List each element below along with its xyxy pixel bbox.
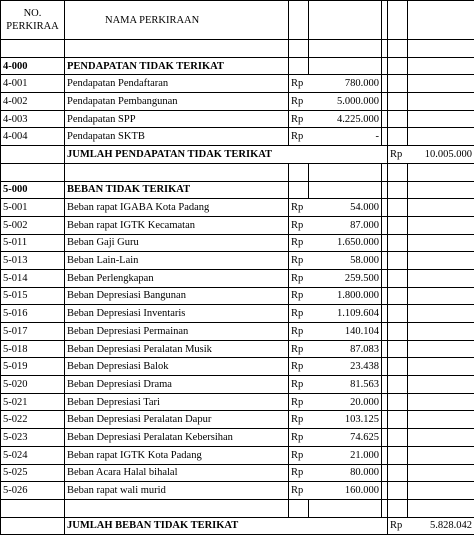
blank-cell [408,252,474,270]
blank-cell [408,163,474,181]
blank-cell [65,499,289,517]
blank-cell [388,181,408,199]
blank-cell [388,234,408,252]
blank-cell [309,499,382,517]
header-blank-4 [388,1,408,40]
currency-label: Rp [289,376,309,394]
account-code: 5-019 [1,358,65,376]
blank-cell [289,40,309,58]
blank-cell [408,93,474,111]
account-name: Beban Depresiasi Inventaris [65,305,289,323]
header-no-line2: PERKIRAA [6,21,59,32]
total-label: JUMLAH BEBAN TIDAK TERIKAT [65,517,388,535]
account-name: Beban Depresiasi Permainan [65,323,289,341]
account-code: 5-016 [1,305,65,323]
blank-cell [408,499,474,517]
account-code: 5-002 [1,216,65,234]
account-name: Pendapatan SPP [65,110,289,128]
account-amount: 5.000.000 [309,93,382,111]
header-blank-1 [289,1,309,40]
header-no-line1: NO. [24,8,42,19]
blank-cell [388,163,408,181]
section-title: BEBAN TIDAK TERIKAT [65,181,289,199]
currency-label: Rp [289,358,309,376]
account-name: Beban Depresiasi Balok [65,358,289,376]
header-nama: NAMA PERKIRAAN [65,1,289,40]
account-code: 5-015 [1,287,65,305]
currency-label: Rp [289,93,309,111]
blank-cell [388,252,408,270]
total-amount: 5.828.042 [408,517,474,535]
currency-label: Rp [289,411,309,429]
header-blank-2 [309,1,382,40]
currency-label: Rp [289,75,309,93]
blank-cell [65,163,289,181]
account-name: Beban Gaji Guru [65,234,289,252]
account-name: Beban Depresiasi Peralatan Dapur [65,411,289,429]
table-row [1,464,474,482]
blank-cell [388,482,408,500]
table-row [1,269,474,287]
blank-cell [408,323,474,341]
blank-cell [309,40,382,58]
table-row [1,287,474,305]
account-code: 5-014 [1,269,65,287]
currency-label: Rp [289,429,309,447]
total-row [1,146,474,164]
currency-label: Rp [289,287,309,305]
table-row [1,429,474,447]
header-no [1,1,65,40]
blank-cell [65,40,289,58]
account-amount: 1.800.000 [309,287,382,305]
account-code: 5-026 [1,482,65,500]
account-name: Beban Depresiasi Peralatan Kebersihan [65,429,289,447]
account-code: 5-024 [1,446,65,464]
blank-cell [309,57,382,75]
table-row [1,110,474,128]
table-row [1,305,474,323]
currency-label: Rp [289,216,309,234]
table-row [1,199,474,217]
blank-cell [408,376,474,394]
account-code: 5-018 [1,340,65,358]
account-name: Beban Depresiasi Bangunan [65,287,289,305]
section-header-row [1,181,474,199]
currency-label: Rp [289,323,309,341]
total-currency: Rp [388,517,408,535]
blank-cell [388,358,408,376]
table-row [1,482,474,500]
blank-cell [388,57,408,75]
blank-cell [388,128,408,146]
blank-cell [408,429,474,447]
account-name: Beban Perlengkapan [65,269,289,287]
currency-label: Rp [289,234,309,252]
blank-cell [388,499,408,517]
blank-cell [408,40,474,58]
currency-label: Rp [289,269,309,287]
blank-cell [388,429,408,447]
currency-label: Rp [289,446,309,464]
account-amount: 103.125 [309,411,382,429]
account-code: 4-003 [1,110,65,128]
account-amount: 780.000 [309,75,382,93]
blank-cell [388,340,408,358]
account-name: Beban Acara Halal bihalal [65,464,289,482]
account-code: 5-020 [1,376,65,394]
account-code: 5-011 [1,234,65,252]
account-amount: - [309,128,382,146]
account-code: 5-017 [1,323,65,341]
account-amount: 23.438 [309,358,382,376]
blank-cell [388,376,408,394]
blank-cell [408,393,474,411]
account-name: Beban Depresiasi Drama [65,376,289,394]
blank-cell [408,411,474,429]
blank-cell [388,323,408,341]
blank-cell [408,75,474,93]
section-title: PENDAPATAN TIDAK TERIKAT [65,57,289,75]
blank-cell [1,517,65,535]
blank-cell [408,482,474,500]
blank-cell [408,269,474,287]
total-row [1,517,474,535]
account-amount: 160.000 [309,482,382,500]
account-code: 4-004 [1,128,65,146]
account-name: Beban rapat IGABA Kota Padang [65,199,289,217]
account-name: Pendapatan SKTB [65,128,289,146]
blank-row [1,163,474,181]
total-currency: Rp [388,146,408,164]
account-amount: 1.650.000 [309,234,382,252]
blank-cell [408,358,474,376]
blank-cell [388,75,408,93]
blank-cell [388,93,408,111]
section-header-row [1,57,474,75]
account-amount: 20.000 [309,393,382,411]
header-row [1,1,474,40]
account-amount: 87.000 [309,216,382,234]
account-code: 5-021 [1,393,65,411]
blank-cell [388,269,408,287]
account-code: 5-013 [1,252,65,270]
currency-label: Rp [289,110,309,128]
blank-cell [408,340,474,358]
currency-label: Rp [289,305,309,323]
account-name: Beban rapat IGTK Kota Padang [65,446,289,464]
currency-label: Rp [289,252,309,270]
account-name: Beban rapat wali murid [65,482,289,500]
blank-cell [388,110,408,128]
account-name: Beban rapat IGTK Kecamatan [65,216,289,234]
blank-cell [408,305,474,323]
account-amount: 140.104 [309,323,382,341]
blank-cell [388,40,408,58]
total-label: JUMLAH PENDAPATAN TIDAK TERIKAT [65,146,388,164]
currency-label: Rp [289,482,309,500]
blank-cell [388,446,408,464]
blank-cell [408,181,474,199]
currency-label: Rp [289,393,309,411]
currency-label: Rp [289,128,309,146]
blank-cell [388,287,408,305]
table-row [1,358,474,376]
table-row [1,446,474,464]
account-amount: 74.625 [309,429,382,447]
blank-cell [289,163,309,181]
table-row [1,340,474,358]
account-code: 4-001 [1,75,65,93]
blank-row [1,499,474,517]
table-row [1,376,474,394]
blank-cell [1,146,65,164]
account-amount: 259.500 [309,269,382,287]
account-code: 4-002 [1,93,65,111]
blank-cell [408,216,474,234]
table-row [1,93,474,111]
blank-cell [388,305,408,323]
account-amount: 1.109.604 [309,305,382,323]
blank-cell [408,464,474,482]
account-amount: 54.000 [309,199,382,217]
account-name: Beban Depresiasi Peralatan Musik [65,340,289,358]
account-name: Beban Lain-Lain [65,252,289,270]
account-amount: 87.083 [309,340,382,358]
currency-label: Rp [289,464,309,482]
blank-cell [388,464,408,482]
blank-cell [388,393,408,411]
blank-cell [388,411,408,429]
account-code: 5-001 [1,199,65,217]
blank-cell [388,216,408,234]
blank-cell [388,199,408,217]
table-row [1,252,474,270]
table-row [1,128,474,146]
table-row [1,75,474,93]
section-code: 4-000 [1,57,65,75]
header-blank-5 [408,1,474,40]
blank-cell [289,57,309,75]
table-row [1,234,474,252]
account-amount: 80.000 [309,464,382,482]
account-code: 5-022 [1,411,65,429]
table-row [1,216,474,234]
blank-cell [408,446,474,464]
blank-cell [408,234,474,252]
account-name: Pendapatan Pembangunan [65,93,289,111]
blank-cell [289,181,309,199]
blank-cell [309,181,382,199]
blank-cell [1,499,65,517]
blank-cell [309,163,382,181]
account-name: Pendapatan Pendaftaran [65,75,289,93]
blank-row [1,40,474,58]
account-amount: 81.563 [309,376,382,394]
section-code: 5-000 [1,181,65,199]
account-code: 5-025 [1,464,65,482]
blank-cell [408,110,474,128]
account-code: 5-023 [1,429,65,447]
blank-cell [289,499,309,517]
currency-label: Rp [289,199,309,217]
table-row [1,411,474,429]
table-row [1,323,474,341]
total-amount: 10.005.000 [408,146,474,164]
account-amount: 58.000 [309,252,382,270]
account-name: Beban Depresiasi Tari [65,393,289,411]
account-amount: 21.000 [309,446,382,464]
account-amount: 4.225.000 [309,110,382,128]
blank-cell [408,128,474,146]
blank-cell [408,57,474,75]
blank-cell [408,287,474,305]
blank-cell [1,163,65,181]
table-row [1,393,474,411]
blank-cell [1,40,65,58]
currency-label: Rp [289,340,309,358]
blank-cell [408,199,474,217]
